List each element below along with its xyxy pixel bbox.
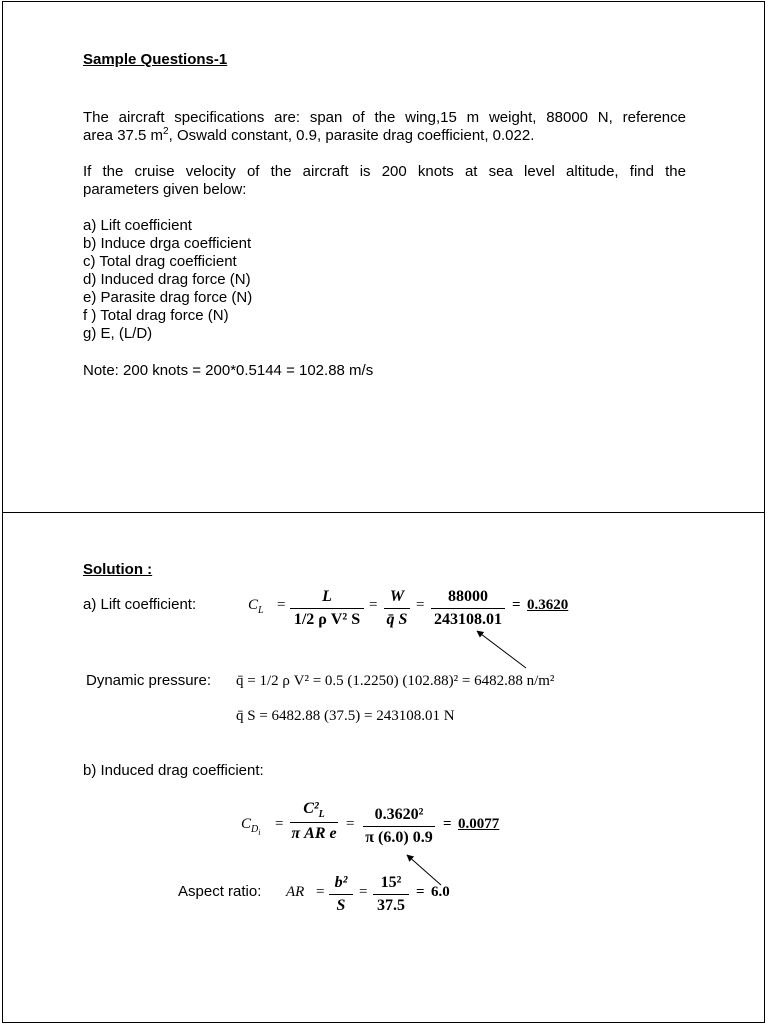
induced-fraction-1: $\frac{C^2_L}{\text{π AR e}}$ bbox=[291, 800, 337, 843]
equals-sign: = bbox=[369, 597, 378, 613]
spec-line-2: area 37.5 $m^2$, Oswald constant, 0.9, parasite drag coefficient, 0.022. bbox=[83, 126, 535, 144]
lift-result: 0.3620 bbox=[527, 597, 569, 613]
question-page bbox=[2, 1, 765, 513]
equals-sign: = bbox=[316, 884, 325, 900]
list-item: f ) Total drag force (N) bbox=[83, 307, 229, 324]
aspect-ratio-label: Aspect ratio: bbox=[178, 883, 262, 900]
list-item: e) Parasite drag force (N) bbox=[83, 289, 253, 306]
equals-sign: = bbox=[277, 597, 286, 613]
lift-label: a) Lift coefficient: bbox=[83, 596, 197, 613]
induced-result: 0.0077 bbox=[458, 816, 500, 832]
cruise-line-2: parameters given below: bbox=[83, 181, 247, 198]
cruise-line-1: If the cruise velocity of the aircraft is 200 knots at sea level altitude, find the bbox=[83, 163, 686, 180]
equals-sign: = bbox=[443, 816, 452, 832]
note-text: Note: 200 knots = 200*0.5144 = 102.88 m/s bbox=[83, 362, 374, 379]
induced-fraction-2: $\frac{\text{0.3620²}}{\pi (6.0) 0.9}$ bbox=[363, 806, 435, 847]
list-item: d) Induced drag force (N) bbox=[83, 271, 251, 288]
equals-sign: = bbox=[512, 597, 521, 613]
list-item: b) Induce drga coefficient bbox=[83, 235, 252, 252]
arrow-to-qs-value bbox=[477, 631, 526, 668]
dynamic-pressure-equation: q̄ = 1/2 ρ V² = 0.5 (1.2250) (102.88)² = 6482.88 n/m² bbox=[236, 673, 555, 689]
aspect-ratio-lhs: AR bbox=[286, 884, 305, 900]
list-item: c) Total drag coefficient bbox=[83, 253, 237, 270]
induced-drag-label: b) Induced drag coefficient: bbox=[83, 762, 264, 779]
spec-line-1: The aircraft specifications are: span of the wing,15 m weight, 88000 N, reference bbox=[83, 109, 686, 126]
induced-lhs: $C_{D_i}$ bbox=[241, 816, 261, 837]
solution-page bbox=[2, 512, 765, 1023]
lift-fraction-3: $\frac{88000}{243108.01}$ bbox=[431, 588, 505, 629]
equals-sign: = bbox=[275, 816, 284, 832]
list-item: a) Lift coefficient bbox=[83, 217, 192, 234]
equals-sign: = bbox=[359, 884, 368, 900]
equals-sign: = bbox=[416, 884, 425, 900]
lift-fraction-1: $\frac{L}{\text{1/2 ρ V² S}}$ bbox=[290, 588, 364, 629]
aspect-ratio-fraction-1: $\frac{\text{b²}}{S}$ bbox=[329, 874, 353, 915]
equals-sign: = bbox=[346, 816, 355, 832]
equals-sign: = bbox=[416, 597, 425, 613]
cruise-paragraph bbox=[83, 163, 686, 199]
solution-heading: Solution : bbox=[83, 561, 153, 578]
aspect-ratio-result: 6.0 bbox=[431, 884, 450, 900]
lift-fraction-2: $\frac{W}{q̄ S}$ bbox=[384, 588, 410, 629]
question-heading: Sample Questions-1 bbox=[83, 51, 228, 68]
parameter-list bbox=[83, 217, 252, 343]
qs-equation: q̄ S = 6482.88 (37.5) = 243108.01 N bbox=[236, 708, 455, 724]
aspect-ratio-fraction-2: $\frac{\text{15²}}{37.5}$ bbox=[373, 874, 409, 915]
spec-paragraph bbox=[83, 109, 686, 145]
annotation-arrows bbox=[3, 513, 766, 1024]
lift-lhs: $C_L$ bbox=[248, 597, 264, 616]
dynamic-pressure-label: Dynamic pressure: bbox=[86, 672, 212, 689]
arrow-to-aspect-ratio bbox=[407, 855, 441, 885]
list-item: g) E, (L/D) bbox=[83, 325, 153, 342]
